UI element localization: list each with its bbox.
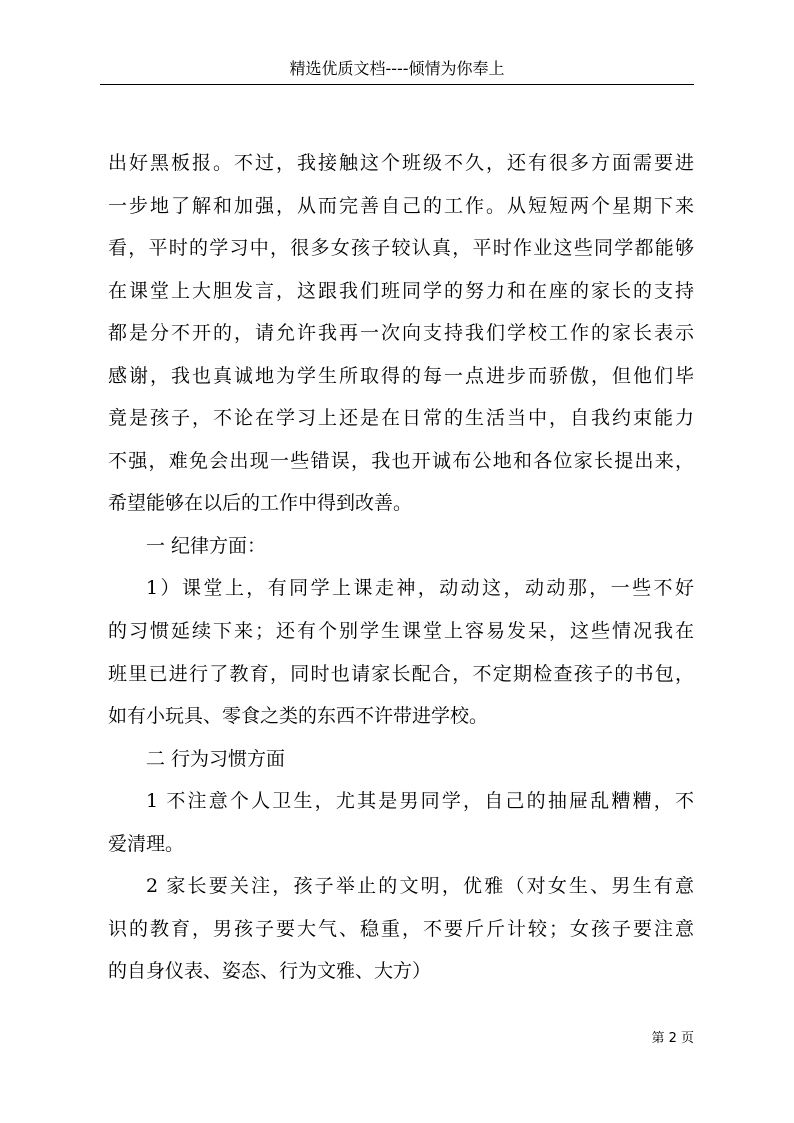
body-line: 看，平时的学习中，很多女孩子较认真，平时作业这些同学都能够 <box>108 237 694 260</box>
body-line: 1 不注意个人卫生，尤其是男同学，自己的抽屉乱糟糟，不 <box>146 790 694 813</box>
body-line: 的习惯延续下来；还有个别学生课堂上容易发呆，这些情况我在 <box>108 620 694 643</box>
body-line: 的自身仪表、姿态、行为文雅、大方） <box>108 960 432 983</box>
body-line: 2 家长要关注，孩子举止的文明，优雅（对女生、男生有意 <box>146 875 694 898</box>
body-line: 希望能够在以后的工作中得到改善。 <box>108 492 413 515</box>
body-line: 1）课堂上，有同学上课走神，动动这，动动那，一些不好 <box>146 577 694 600</box>
page-number: 第 2 页 <box>651 1031 694 1046</box>
body-line: 一步地了解和加强，从而完善自己的工作。从短短两个星期下来 <box>108 194 694 217</box>
page-header-title: 精选优质文档----倾情为你奉上 <box>289 59 505 78</box>
body-line: 感谢，我也真诚地为学生所取得的每一点进步而骄傲，但他们毕 <box>108 364 694 387</box>
body-line: 爱清理。 <box>108 832 185 855</box>
body-line: 在课堂上大胆发言，这跟我们班同学的努力和在座的家长的支持 <box>108 279 694 302</box>
document-body <box>108 148 694 999</box>
body-line: 班里已进行了教育，同时也请家长配合，不定期检查孩子的书包， <box>108 662 694 685</box>
header-divider <box>100 84 694 85</box>
body-line: 如有小玩具、零食之类的东西不许带进学校。 <box>108 705 489 728</box>
section-heading-discipline: 一 纪律方面： <box>146 534 267 557</box>
body-line: 不强，难免会出现一些错误，我也开诚布公地和各位家长提出来， <box>108 449 694 472</box>
body-line: 竟是孩子，不论在学习上还是在日常的生活当中，自我约束能力 <box>108 407 694 430</box>
section-heading-behavior: 二 行为习惯方面 <box>146 747 286 770</box>
body-line: 识的教育，男孩子要大气、稳重，不要斤斤计较；女孩子要注意 <box>108 917 694 940</box>
body-line: 出好黑板报。不过，我接触这个班级不久，还有很多方面需要进 <box>108 152 694 174</box>
body-line: 都是分不开的，请允许我再一次向支持我们学校工作的家长表示 <box>108 322 694 345</box>
